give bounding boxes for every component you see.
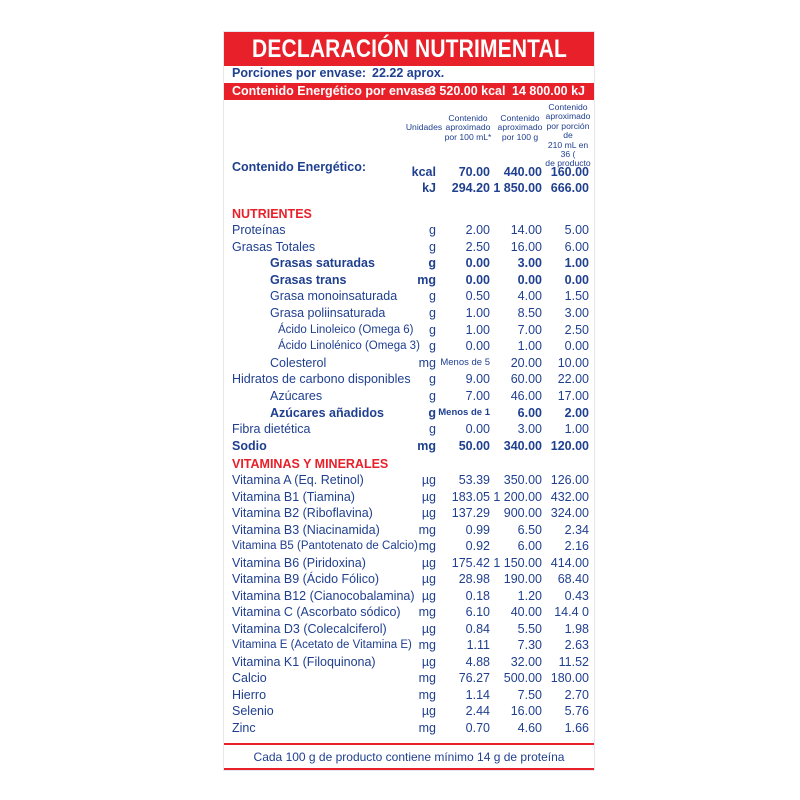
energy-kcal-v3: 160.00 [550, 165, 589, 179]
row-v3: 0.43 [564, 588, 589, 603]
nutrients-heading: NUTRIENTES [232, 207, 312, 221]
row-v2: 16.00 [510, 704, 542, 718]
panel-title: DECLARACIÓN NUTRIMENTAL [251, 34, 567, 63]
row-name: Zinc [232, 720, 256, 735]
row-unit: µg [421, 704, 436, 718]
row-v2: 6.00 [517, 539, 542, 553]
table-row [224, 687, 594, 703]
row-unit: g [428, 405, 436, 420]
row-unit: mg [418, 720, 436, 735]
row-v2: 350.00 [503, 473, 542, 487]
row-v2: 8.50 [517, 306, 542, 320]
row-unit: g [429, 422, 436, 437]
row-v1: 1.11 [466, 638, 490, 652]
row-v3: 1.00 [564, 422, 589, 437]
table-row [224, 338, 594, 354]
row-v1: 1.00 [465, 322, 490, 337]
table-row [224, 637, 594, 653]
row-v2: 14.00 [510, 223, 542, 237]
row-name: Grasa monoinsaturada [270, 289, 398, 304]
row-v3: 1.50 [564, 289, 589, 304]
row-name: Vitamina B12 (Cianocobalamina) [232, 588, 415, 603]
row-v3: 5.00 [564, 223, 589, 237]
row-v1: 0.84 [465, 621, 490, 636]
table-row [224, 505, 594, 521]
row-v1: 76.27 [458, 671, 490, 685]
row-unit: g [429, 372, 436, 387]
table-row [224, 355, 594, 371]
row-name: Azúcares [270, 389, 323, 403]
row-v3: 1.00 [564, 256, 589, 271]
row-v3: 11.52 [558, 654, 589, 669]
row-name: Grasas Totales [232, 239, 316, 254]
table-row [224, 472, 594, 488]
row-v1: 2.00 [465, 223, 490, 237]
row-v3: 180.00 [550, 671, 589, 685]
row-name: Grasas trans [270, 272, 347, 287]
row-v3: 2.50 [564, 322, 589, 337]
row-v3: 2.00 [564, 405, 589, 420]
row-v2: 1.00 [517, 339, 542, 354]
row-unit: g [429, 339, 436, 354]
header-col3: Contenido aproximado por porción de 210 mL en 36 ( de producto [545, 102, 591, 169]
row-v3: 68.40 [557, 572, 589, 586]
row-v3: 2.34 [564, 522, 589, 537]
row-unit: mg [417, 438, 436, 453]
row-unit: g [429, 289, 436, 304]
row-unit: g [429, 322, 436, 337]
table-row [224, 604, 594, 620]
table-row [224, 555, 594, 571]
footer-note: Cada 100 g de producto contiene mínimo 14 g de proteína [224, 743, 594, 772]
row-v1: 9.00 [465, 372, 490, 387]
row-v3: 432.00 [550, 489, 589, 504]
table-row [224, 588, 594, 604]
row-v2: 500.00 [503, 671, 542, 685]
servings-value: 22.22 aprox. [372, 66, 445, 80]
row-v2: 7.00 [517, 322, 542, 337]
energy-kj-v1: 294.20 [451, 181, 490, 195]
row-name: Azúcares añadidos [270, 405, 384, 420]
row-v2: 46.00 [510, 389, 542, 403]
table-row [224, 621, 594, 637]
table-row [224, 522, 594, 538]
row-v2: 7.50 [517, 687, 542, 702]
row-v1: Menos de 1 [438, 406, 490, 418]
row-name: Hierro [232, 687, 267, 702]
bottom-divider [224, 768, 594, 770]
energy-package-kj: 14 800.00 kJ [512, 84, 585, 98]
row-v2: 3.00 [517, 256, 542, 271]
row-name: Vitamina B9 (Ácido Fólico) [232, 572, 380, 586]
energy-kcal-v2: 440.00 [503, 165, 542, 179]
row-unit: g [429, 223, 436, 237]
row-v1: 6.10 [465, 605, 490, 619]
row-unit: mg [418, 522, 436, 537]
row-v1: 0.92 [465, 539, 490, 553]
table-row [224, 489, 594, 505]
row-v1: 0.00 [465, 339, 490, 354]
energy-kj-unit: kJ [422, 181, 436, 195]
row-v2: 20.00 [510, 355, 542, 370]
row-v2: 7.30 [517, 638, 542, 652]
table-row [224, 438, 594, 454]
row-v2: 5.50 [517, 621, 542, 636]
row-unit: µg [421, 621, 436, 636]
row-name: Ácido Linoleico (Omega 6) [278, 323, 414, 336]
table-row [224, 421, 594, 437]
header-col2: Contenido aproximado por 100 g [497, 113, 543, 142]
table-row [224, 538, 594, 554]
row-v3: 0.00 [564, 272, 589, 287]
row-name: Vitamina E (Acetato de Vitamina E) [232, 639, 412, 651]
table-row [224, 272, 594, 288]
table-row [224, 703, 594, 719]
row-name: Vitamina B6 (Piridoxina) [232, 555, 366, 570]
row-unit: mg [418, 355, 436, 370]
row-v2: 1 150.00 [493, 555, 542, 570]
energy-kcal-row [224, 164, 594, 180]
row-v3: 414.00 [550, 555, 589, 570]
row-unit: µg [421, 654, 436, 669]
energy-kj-v2: 1 850.00 [493, 181, 542, 195]
row-name: Fibra dietética [232, 422, 311, 437]
row-v2: 32.00 [510, 654, 542, 669]
row-v3: 10.00 [557, 355, 589, 370]
row-v1: 0.70 [465, 720, 490, 735]
table-row [224, 571, 594, 587]
table-row [224, 255, 594, 271]
table-row [224, 288, 594, 304]
table-row [224, 720, 594, 736]
row-name: Grasa poliinsaturada [270, 306, 386, 320]
title-bar [224, 32, 594, 66]
energy-package-label: Contenido Energético por envase: [232, 84, 436, 98]
row-v3: 2.70 [564, 687, 589, 702]
row-name: Hidratos de carbono disponibles [232, 372, 411, 387]
row-v1: 0.99 [465, 522, 490, 537]
table-row [224, 405, 594, 421]
row-v2: 60.00 [510, 372, 542, 387]
nutrition-facts-panel [224, 32, 594, 770]
row-v3: 6.00 [564, 239, 589, 254]
energy-package-kcal: 3 520.00 kcal [429, 84, 506, 98]
row-v3: 0.00 [564, 339, 589, 354]
row-unit: g [429, 306, 436, 320]
row-v2: 340.00 [503, 438, 542, 453]
row-unit: g [429, 239, 436, 254]
row-v1: 175.42 [451, 555, 490, 570]
row-v1: 28.98 [458, 572, 490, 586]
row-v3: 324.00 [550, 506, 589, 520]
row-v2: 190.00 [503, 572, 542, 586]
row-v2: 3.00 [517, 422, 542, 437]
row-name: Selenio [232, 704, 274, 718]
energy-kcal-unit: kcal [411, 165, 436, 179]
row-v3: 22.00 [557, 372, 589, 387]
row-name: Vitamina B5 (Pantotenato de Calcio) [232, 540, 418, 552]
row-v1: 0.00 [465, 272, 490, 287]
row-unit: mg [417, 272, 436, 287]
row-v1: 53.39 [458, 473, 490, 487]
energy-per-package-bar [224, 83, 594, 100]
energy-kcal-v1: 70.00 [458, 165, 490, 179]
row-unit: mg [418, 687, 436, 702]
row-v1: 0.00 [465, 256, 490, 271]
row-v1: Menos de 5 [440, 356, 490, 368]
energy-kj-row [224, 180, 594, 196]
row-v1: 2.44 [465, 704, 490, 718]
row-name: Vitamina C (Ascorbato sódico) [232, 605, 401, 619]
row-unit: mg [418, 638, 436, 652]
row-v2: 6.00 [517, 405, 542, 420]
row-unit: µg [421, 506, 436, 520]
row-v2: 6.50 [517, 522, 542, 537]
row-v3: 2.16 [564, 539, 589, 553]
table-row [224, 654, 594, 670]
row-v2: 900.00 [503, 506, 542, 520]
row-v3: 5.76 [564, 704, 589, 718]
row-v2: 40.00 [510, 605, 542, 619]
row-name: Vitamina D3 (Colecalciferol) [232, 621, 387, 636]
row-v1: 137.29 [451, 506, 490, 520]
table-row [224, 239, 594, 255]
table-row [224, 222, 594, 238]
row-unit: mg [418, 605, 436, 619]
row-unit: µg [421, 588, 436, 603]
row-v3: 17.00 [557, 389, 589, 403]
table-row [224, 670, 594, 686]
row-name: Vitamina B2 (Riboflavina) [232, 506, 373, 520]
table-row [224, 305, 594, 321]
row-v3: 126.00 [550, 473, 589, 487]
row-v3: 3.00 [564, 306, 589, 320]
row-v1: 7.00 [465, 389, 490, 403]
row-unit: µg [421, 572, 436, 586]
row-unit: mg [418, 539, 436, 553]
row-v2: 0.00 [517, 272, 542, 287]
row-name: Calcio [232, 671, 267, 685]
row-name: Vitamina B1 (Tiamina) [232, 489, 355, 504]
row-v3: 120.00 [550, 438, 589, 453]
energy-kj-v3: 666.00 [550, 181, 589, 195]
row-v3: 2.63 [564, 638, 589, 652]
row-name: Vitamina K1 (Filoquinona) [232, 654, 376, 669]
row-v1: 183.05 [451, 489, 490, 504]
row-v1: 1.00 [465, 306, 490, 320]
nutrients-heading-row [224, 206, 594, 222]
row-name: Grasas saturadas [270, 256, 375, 271]
row-name: Proteínas [232, 223, 286, 237]
row-name: Ácido Linolénico (Omega 3) [278, 340, 420, 353]
row-name: Sodio [232, 438, 267, 453]
row-v1: 50.00 [458, 438, 490, 453]
row-v2: 4.60 [517, 720, 542, 735]
row-v3: 1.66 [564, 720, 589, 735]
row-name: Vitamina B3 (Niacinamida) [232, 522, 380, 537]
row-unit: µg [421, 555, 436, 570]
table-row [224, 322, 594, 338]
row-v1: 1.14 [465, 687, 490, 702]
row-unit: mg [418, 671, 436, 685]
table-row [224, 371, 594, 387]
row-name: Vitamina A (Eq. Retinol) [232, 473, 364, 487]
vitamins-heading-row [224, 456, 594, 472]
row-v2: 16.00 [510, 239, 542, 254]
vitamins-heading: VITAMINAS Y MINERALES [232, 457, 389, 471]
servings-label: Porciones por envase: [232, 66, 367, 80]
row-v3: 1.98 [564, 621, 589, 636]
row-unit: g [429, 389, 436, 403]
row-unit: µg [421, 473, 436, 487]
row-v2: 1.20 [517, 588, 542, 603]
energy-label: Contenido Energético: [232, 160, 367, 174]
header-units: Unidades [405, 122, 443, 132]
row-unit: g [428, 256, 436, 271]
servings-row [232, 66, 592, 81]
table-row [224, 388, 594, 404]
row-v1: 0.18 [465, 588, 490, 603]
row-name: Colesterol [270, 355, 327, 370]
row-v1: 0.50 [465, 289, 490, 304]
row-v2: 4.00 [517, 289, 542, 304]
row-unit: µg [421, 489, 436, 504]
row-v1: 2.50 [465, 239, 490, 254]
row-v1: 0.00 [465, 422, 490, 437]
header-col1: Contenido aproximado por 100 mL* [444, 113, 492, 142]
row-v3: 14.4 0 [554, 605, 589, 619]
row-v1: 4.88 [465, 654, 490, 669]
row-v2: 1 200.00 [493, 489, 542, 504]
